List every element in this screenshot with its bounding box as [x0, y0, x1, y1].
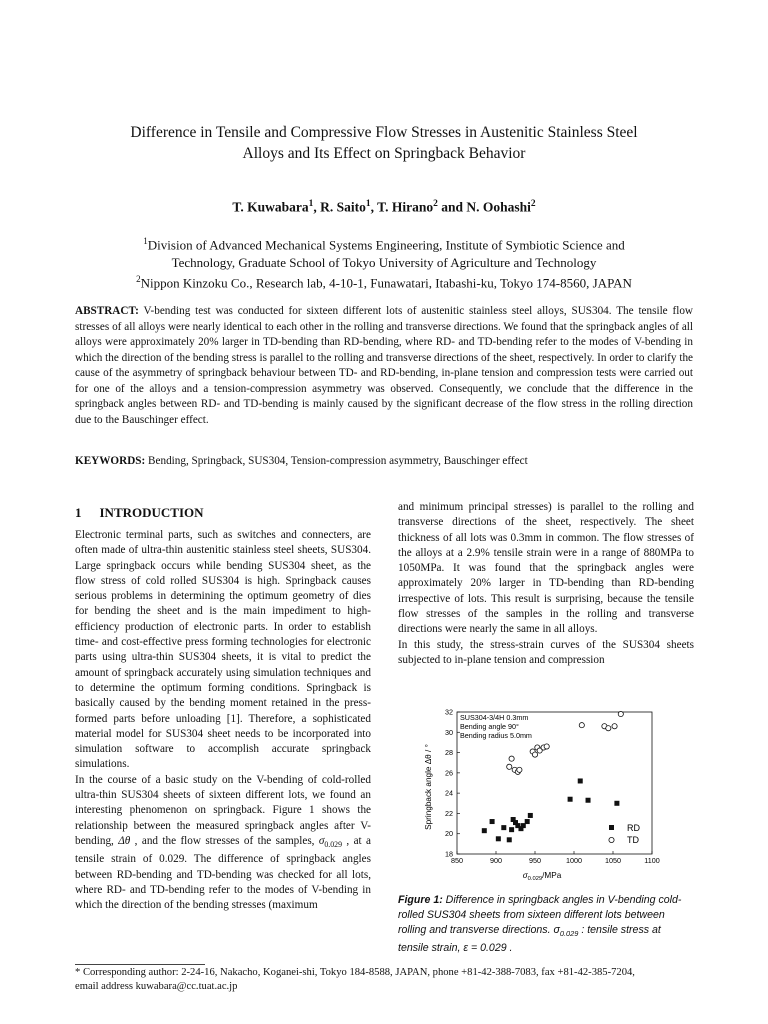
footnote-line-2: email address kuwabara@cc.tuat.ac.jp: [75, 980, 238, 992]
x-tick-label: 1000: [566, 856, 582, 865]
x-axis-label: [523, 871, 562, 882]
y-tick-label: 32: [445, 707, 453, 717]
annotation-line-2: Bending angle 90°: [460, 722, 519, 731]
caption-text: Difference in springback angles in V-bending cold-rolled SUS304 sheets from sixteen different lots between rolling and transverse directions.: [398, 894, 682, 936]
td-data-point: [612, 724, 617, 729]
y-axis-label: Springback angle Δθ / °: [424, 744, 433, 830]
rd-data-point: [578, 778, 583, 783]
column-left: [75, 528, 371, 914]
y-tick-label: 20: [445, 829, 453, 839]
keywords-text: Bending, Springback, SUS304, Tension-compression asymmetry, Bauschinger effect: [145, 455, 528, 467]
affiliation-1-line-2: Technology, Graduate School of Tokyo University of Agriculture and Technology: [171, 254, 597, 270]
author-name: , R. Saito: [313, 199, 366, 215]
author-name: , T. Hirano: [370, 199, 434, 215]
legend-rd-label: RD: [627, 823, 640, 833]
affiliations: [70, 233, 698, 292]
x-tick-label: 850: [451, 856, 463, 865]
legend-rd-marker: [609, 825, 614, 830]
title-line-2: Alloys and Its Effect on Springback Behavior: [242, 145, 526, 162]
affiliation-2: [70, 271, 698, 292]
x-tick-label: 1100: [644, 856, 660, 865]
y-tick-label: 30: [445, 727, 453, 737]
intro-paragraph-4: In this study, the stress-strain curves of the SUS304 sheets subjected to in-plane tension and compression: [398, 638, 694, 666]
paragraph-text: , and the flow stresses of the samples,: [130, 834, 319, 847]
column-right: [398, 500, 694, 668]
caption-text: = 0.029 .: [468, 942, 513, 955]
section-number: 1: [75, 505, 82, 520]
sigma-subscript: 0.029: [324, 840, 343, 850]
rd-data-point: [525, 819, 530, 824]
abstract-label: ABSTRACT:: [75, 305, 139, 317]
td-data-point: [606, 726, 611, 731]
y-tick-label: 24: [445, 788, 453, 798]
x-tick-label: 900: [490, 856, 502, 865]
author-name: and N. Oohashi: [437, 199, 531, 215]
delta-theta-symbol: Δθ: [118, 834, 131, 847]
author-name: T. Kuwabara: [232, 199, 309, 215]
abstract-text: V-bending test was conducted for sixteen different lots of austenitic stainless steel alloys, SUS304. The tensile flow stresses of all alloys were nearly identical to each other in the rolling and transverse directions. We found that the springback angles of all alloys were approximately 20% larger in TD-bending than RD-bending, where RD- and TD-bending refer to the modes of V-bending in which the direction of the bending stress is parallel to the rolling and transverse directions of the sheet, respectively. In order to clarify the cause of the asymmetry of springback behaviour between TD- and RD-bending, in-plane tension and compression tests were carried out for one of the alloys and a tension-compression asymmetry was observed. Consequently, we conclude that the difference in the springback angles between RD- and TD-bending is mainly caused by the significant decrease of the flow stress in the rolling direction due to the Bauschinger effect.: [75, 305, 693, 426]
rd-data-point: [568, 797, 573, 802]
td-data-point: [544, 744, 549, 749]
intro-paragraph-1: Electronic terminal parts, such as switches and connecters, are often made of ultra-thin austenitic stainless steel sheets, SUS304. Large springback occurs while bending SUS304 sheet, as the flow stress of cold rolled SUS304 is high. Springback causes serious problems in determining the optimum geometry of dies for bending the sheet and is the main impediment to high-efficiency production of electronic parts. In order to establish time- and cost-effective press forming technologies for electronic parts using ultra-thin SUS304 sheets, it is vital to predict the amount of springback accurately using simulation techniques and to determine the optimum forming conditions. Springback is basically caused by the bending moment retained in the press-formed parts before unloading [1]. Therefore, a sophisticated material model for SUS304 sheet needs to be incorporated into simulation software to accomplish accurate springback simulations.: [75, 529, 371, 771]
y-tick-label: 26: [445, 768, 453, 778]
title-line-1: Difference in Tensile and Compressive Flow Stresses in Austenitic Stainless Steel: [130, 124, 638, 141]
y-tick-label: 22: [445, 808, 453, 818]
caption-text: : tensile stress at tensile strain,: [398, 924, 661, 955]
author-affiliation-mark: 2: [433, 199, 438, 209]
paper-title: [70, 122, 698, 164]
caption-epsilon: ε: [463, 942, 469, 955]
intro-paragraph-3: and minimum principal stresses) is parallel to the rolling and transverse directions of the sheet, respectively. The sheet thickness of all lots was 0.3mm in common. The flow stresses of the alloys at a 2.9% tensile strain were in a range of 880MPa to 1050MPa. It was found that the springback angles were approximately 20% larger in TD-bending than RD-bending irrespective of lots. This result is surprising, because the tensile flow stresses of the samples in the rolling and transverse directions were nearly the same in all alloys.: [398, 501, 694, 636]
intro-paragraph-2: [75, 773, 371, 914]
rd-data-point: [528, 813, 533, 818]
rd-data-point: [482, 828, 487, 833]
rd-data-point: [501, 825, 506, 830]
figure-label: Figure 1:: [398, 894, 443, 906]
x-tick-label: 1050: [605, 856, 621, 865]
paragraph-text: , at a tensile strain of 0.029. The difference of springback angles between RD-bending and TD-bending was checked for all lots, where RD- and TD-bending refer to the modes of V-bending in which the direction of the bending stresses (maximum: [75, 834, 371, 912]
springback-scatter-chart: [412, 706, 660, 882]
x-tick-label: 950: [529, 856, 541, 865]
affiliation-2-text: Nippon Kinzoku Co., Research lab, 4-10-1, Funawatari, Itabashi-ku, Tokyo 174-8560, JAPAN: [140, 275, 632, 291]
td-data-point: [517, 767, 522, 772]
annotation-line-3: Bending radius 5.0mm: [460, 731, 532, 740]
td-data-point: [532, 752, 537, 757]
rd-data-point: [496, 836, 501, 841]
caption-sigma: σ: [553, 924, 560, 936]
author-list: [70, 199, 698, 216]
keywords: [75, 455, 693, 467]
footnote-line-1: * Corresponding author: 2-24-16, Nakacho, Koganei-shi, Tokyo 184-8588, JAPAN, phone +81-42-388-7083, fax +81-42-385-7204,: [75, 967, 635, 978]
y-tick-label: 28: [445, 748, 453, 758]
rd-data-point: [507, 837, 512, 842]
rd-data-point: [509, 827, 514, 832]
td-data-point: [618, 711, 623, 716]
author-affiliation-mark: 1: [365, 199, 371, 209]
footnote: [75, 966, 700, 993]
td-data-point: [579, 723, 584, 728]
td-data-point: [507, 764, 512, 769]
abstract: [75, 304, 693, 428]
x-axis-unit: /MPa: [542, 871, 562, 880]
x-axis-subscript: 0.029: [527, 876, 543, 882]
keywords-label: KEYWORDS:: [75, 455, 146, 467]
figure-caption: [398, 893, 694, 956]
td-data-point: [509, 756, 514, 761]
sigma-symbol: σ: [318, 834, 325, 847]
paragraph-text: In the course of a basic study on the V-bending of cold-rolled ultra-thin SUS304 sheets of sixteen different lots, we found an interesting phenomenon on springback. Figure 1 shows the relationship between the measured springback angles after V-bending,: [75, 773, 371, 847]
x-axis-sigma: σ: [522, 871, 528, 880]
legend-td-label: TD: [627, 835, 639, 845]
annotation-line-1: SUS304-3/4H 0.3mm: [460, 713, 529, 722]
affiliation-mark: 1: [143, 236, 148, 246]
section-heading: [75, 505, 222, 521]
rd-data-point: [614, 801, 619, 806]
y-tick-label: 18: [445, 849, 453, 859]
author-affiliation-mark: 2: [530, 199, 536, 209]
footnote-rule: [75, 964, 205, 965]
affiliation-mark: 2: [136, 274, 141, 285]
legend-td-marker: [609, 837, 614, 842]
rd-data-point: [490, 819, 495, 824]
rd-data-point: [586, 798, 591, 803]
caption-sigma-subscript: 0.029: [559, 929, 579, 939]
author-affiliation-mark: 1: [308, 199, 314, 209]
affiliation-1-line-1: Division of Advanced Mechanical Systems Engineering, Institute of Symbiotic Science and: [147, 237, 625, 253]
affiliation-1: [70, 233, 698, 254]
section-title: INTRODUCTION: [99, 505, 204, 520]
